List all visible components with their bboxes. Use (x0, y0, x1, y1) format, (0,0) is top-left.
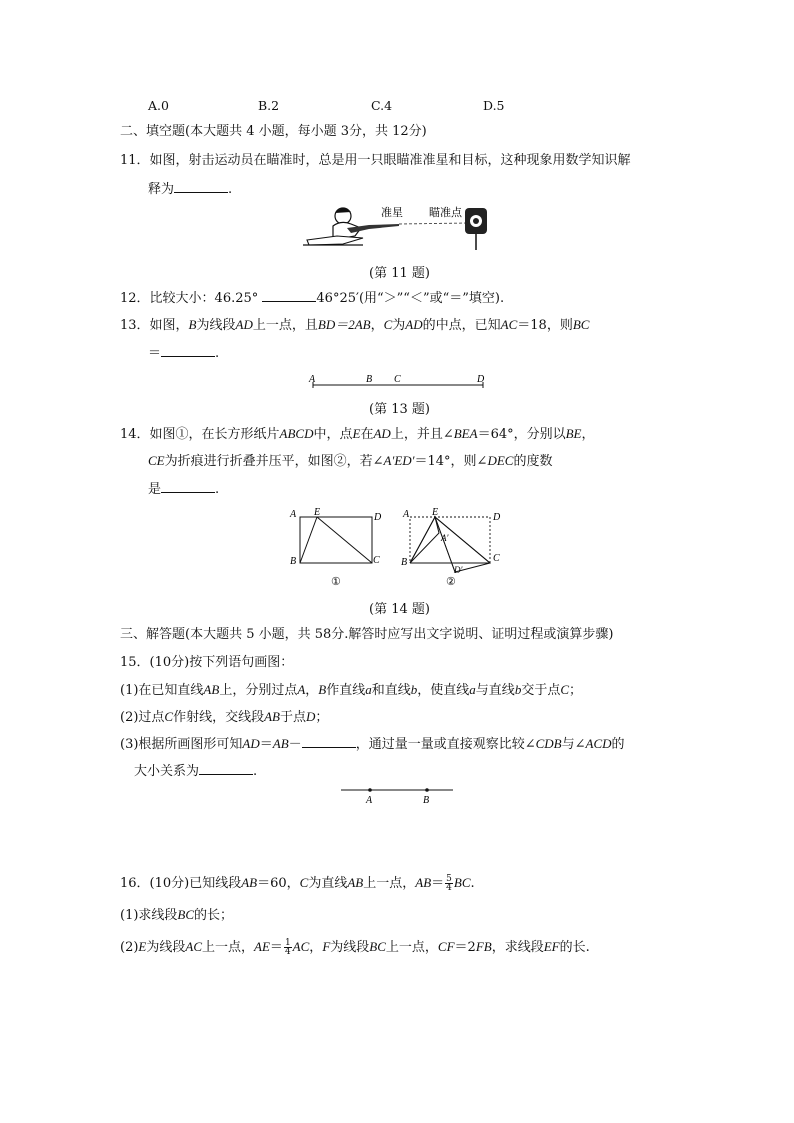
var-bea: BEA (453, 426, 478, 441)
var-ab: AB (241, 875, 258, 890)
var-line-a: a (365, 682, 372, 697)
q14-line3 (148, 480, 219, 499)
point-label-c: C (394, 374, 401, 385)
q12-text-a: 12．比较大小：46.25° (120, 291, 259, 306)
q15-text: (1)在已知直线 (120, 683, 204, 698)
q15-text: ＝ (259, 737, 273, 752)
var-ad: AD (235, 317, 253, 332)
answer-blank (302, 735, 356, 748)
q15-part3-line2 (134, 762, 257, 781)
figure-caption-13: (第 13 题) (369, 402, 430, 417)
var-ad: AD (242, 736, 260, 751)
q14-text: ＝64°，分别以 (477, 427, 566, 442)
var-aed: A′ED′ (383, 453, 415, 468)
q12-text-b: 46°25′(用“＞”“＜”或“＝”填空). (316, 291, 505, 306)
figure-number-2: ② (446, 576, 456, 588)
point-label-e: E (432, 507, 439, 518)
var-ac: AC (500, 317, 518, 332)
q15-text: ； (569, 683, 583, 698)
q16-text: . (470, 876, 475, 891)
q13-text: 为 (392, 318, 406, 333)
q16-text: 为线段 (330, 940, 370, 955)
q15-text: ； (315, 710, 329, 725)
var-b: B (318, 682, 327, 697)
q14-text: 上，并且∠ (390, 427, 454, 442)
q15-text: ， (305, 683, 319, 698)
q14-text: 的度数 (513, 454, 553, 469)
point-label-b: B (290, 556, 297, 567)
q16-text: 的长. (559, 940, 590, 955)
q15-part3 (120, 735, 625, 754)
q15-text: (2)过点 (120, 710, 165, 725)
var-cf: CF (437, 939, 455, 954)
q16-text: 上一点， (363, 876, 416, 891)
point-label-c: C (493, 553, 500, 564)
point-label-d-prime: D′ (454, 565, 463, 575)
var-d: D (306, 709, 316, 724)
fraction-denominator: 4 (284, 947, 291, 957)
q15-text: 上，分别过点 (219, 683, 298, 698)
answer-blank (199, 762, 253, 775)
q15-part1 (120, 681, 582, 700)
q16-line1 (120, 874, 475, 893)
q15-text: 和直线 (371, 683, 411, 698)
rectangle-figure-2 (398, 505, 508, 590)
q14-text: 中，点 (313, 427, 353, 442)
point-label-a: A (290, 509, 297, 520)
fraction-numerator: 1 (284, 938, 291, 948)
figure-caption-11: (第 11 题) (369, 266, 430, 281)
var-bd-2ab: BD＝2AB (317, 317, 371, 332)
q14-text: 14．如图①，在长方形纸片 (120, 427, 280, 442)
label-front-sight: 准星 (381, 207, 403, 219)
answer-blank (174, 180, 228, 193)
option-b: B.2 (258, 98, 280, 113)
q15-text: ，使直线 (417, 683, 470, 698)
var-dec: DEC (487, 453, 514, 468)
point-label-a: A (366, 795, 373, 806)
q16-text: ＝ (269, 940, 283, 955)
q15-text: (3)根据所画图形可知 (120, 737, 243, 752)
var-ef: EF (543, 939, 560, 954)
q15-text: 于点 (280, 710, 307, 725)
point-label-b: B (401, 557, 408, 568)
fraction-numerator: 5 (446, 874, 452, 884)
var-c: C (383, 317, 393, 332)
q14-period: . (215, 482, 220, 497)
var-b: B (188, 317, 197, 332)
q15-period: . (253, 764, 258, 779)
option-a: A.0 (148, 98, 169, 113)
segment-figure-13 (305, 370, 495, 392)
answer-blank (161, 480, 215, 493)
q16-text: 上一点， (202, 940, 255, 955)
point-label-d: D (477, 374, 485, 385)
section-2-title: 二、填空题(本大题共 4 小题，每小题 3分，共 12分) (120, 124, 427, 139)
var-ae: AE (254, 939, 270, 954)
q14-text: ， (581, 427, 595, 442)
q11-line1: 11．如图，射击运动员在瞄准时，总是用一只眼瞄准准星和目标，这种现象用数学知识解 (120, 153, 631, 168)
var-ab: AB (272, 736, 289, 751)
q14-text: 是 (148, 482, 162, 497)
q11-text: 释为 (148, 182, 175, 197)
var-fb: FB (475, 939, 492, 954)
var-ad: AD (405, 317, 423, 332)
var-bc: BC (369, 939, 386, 954)
var-abcd: ABCD (279, 426, 314, 441)
q16-text: 为线段 (146, 940, 186, 955)
rectangle-figure-1 (285, 505, 385, 590)
var-a: A (297, 682, 306, 697)
point-label-a: A (403, 509, 410, 520)
q13-period: . (215, 346, 220, 361)
answer-blank (161, 344, 215, 357)
q14-line2 (148, 452, 552, 471)
q16-text: 的长； (194, 908, 234, 923)
q16-text: (1)求线段 (120, 908, 178, 923)
point-label-d: D (374, 512, 382, 523)
q14-text: 为折痕进行折叠并压平，如图②，若∠ (164, 454, 384, 469)
var-ab: AB (347, 875, 364, 890)
point-label-a: A (309, 374, 316, 385)
fraction-denominator: 4 (446, 883, 452, 893)
var-line-b: b (410, 682, 418, 697)
q15-text: 交于点 (521, 683, 561, 698)
q16-text: ，求线段 (491, 940, 544, 955)
point-label-b: B (366, 374, 373, 385)
var-ac: AC (185, 939, 203, 954)
q15-text: ，通过量一量或直接观察比较∠ (355, 737, 536, 752)
q15-text: 大小关系为 (134, 764, 200, 779)
q11-line2 (148, 180, 232, 199)
q15-text: － (288, 737, 302, 752)
var-be: BE (565, 426, 582, 441)
q13-text: 上一点，且 (252, 318, 318, 333)
q13-text: 13．如图， (120, 318, 189, 333)
option-c: C.4 (371, 98, 393, 113)
var-bc: BC (453, 875, 471, 890)
fraction-five-fourths (445, 875, 453, 892)
var-ab: AB (203, 682, 220, 697)
var-line-b: b (514, 682, 522, 697)
q14-text: ＝14°，则∠ (414, 454, 488, 469)
q13-text: ＝ (148, 346, 162, 361)
q16-text: 16．(10分)已知线段 (120, 876, 242, 891)
var-ce: CE (148, 453, 165, 468)
q16-text: ＝60， (257, 876, 300, 891)
q15-text: 与直线 (475, 683, 515, 698)
q13-text: 的中点，已知 (422, 318, 501, 333)
var-acd: ACD (585, 736, 612, 751)
q15-part2 (120, 708, 328, 727)
q13-text: 为线段 (196, 318, 236, 333)
q16-text: ＝ (431, 876, 445, 891)
q15-title: 15．(10分)按下列语句画图： (120, 655, 294, 670)
var-ad: AD (373, 426, 391, 441)
q15-text: 的 (611, 737, 625, 752)
q12-line (120, 289, 504, 308)
var-ab: AB (415, 875, 432, 890)
q16-text: (2) (120, 940, 139, 955)
var-ac: AC (292, 939, 310, 954)
var-c: C (164, 709, 174, 724)
figure-caption-14: (第 14 题) (369, 602, 430, 617)
var-ab: AB (264, 709, 280, 724)
point-label-a-prime: A′ (441, 533, 449, 543)
var-bc: BC (177, 907, 195, 922)
var-bc: BC (572, 317, 590, 332)
q16-text: ＝2 (454, 940, 476, 955)
q16-part1 (120, 906, 233, 925)
shooter-figure (303, 200, 493, 255)
fraction-one-fourth (284, 939, 292, 956)
q13-line1 (120, 316, 589, 335)
var-c: C (299, 875, 309, 890)
q14-line1 (120, 425, 595, 444)
q15-text: 作直线 (326, 683, 366, 698)
q13-text: ， (370, 318, 384, 333)
var-cdb: CDB (535, 736, 562, 751)
option-d: D.5 (483, 98, 505, 113)
q11-period: . (228, 182, 233, 197)
answer-blank (262, 289, 316, 302)
var-e: E (138, 939, 147, 954)
q15-text: 与∠ (561, 737, 586, 752)
var-line-a: a (469, 682, 476, 697)
q16-text: ， (309, 940, 323, 955)
q14-text: 在 (360, 427, 374, 442)
q13-text: ＝18，则 (517, 318, 573, 333)
point-label-d: D (493, 512, 501, 523)
point-label-b: B (423, 795, 430, 806)
q16-text: 为直线 (308, 876, 348, 891)
line-ab-figure (338, 782, 458, 806)
q16-text: 上一点， (385, 940, 438, 955)
q16-part2 (120, 938, 590, 957)
q13-line2 (148, 344, 219, 363)
q15-text: 作射线，交线段 (173, 710, 265, 725)
point-label-c: C (373, 555, 380, 566)
figure-number-1: ① (331, 576, 341, 588)
var-f: F (322, 939, 331, 954)
point-label-e: E (314, 507, 321, 518)
var-e: E (352, 426, 361, 441)
var-c: C (560, 682, 569, 697)
section-3-title: 三、解答题(本大题共 5 小题，共 58分.解答时应写出文字说明、证明过程或演算步骤) (120, 627, 614, 642)
label-aim-point: 瞄准点 (429, 207, 462, 219)
